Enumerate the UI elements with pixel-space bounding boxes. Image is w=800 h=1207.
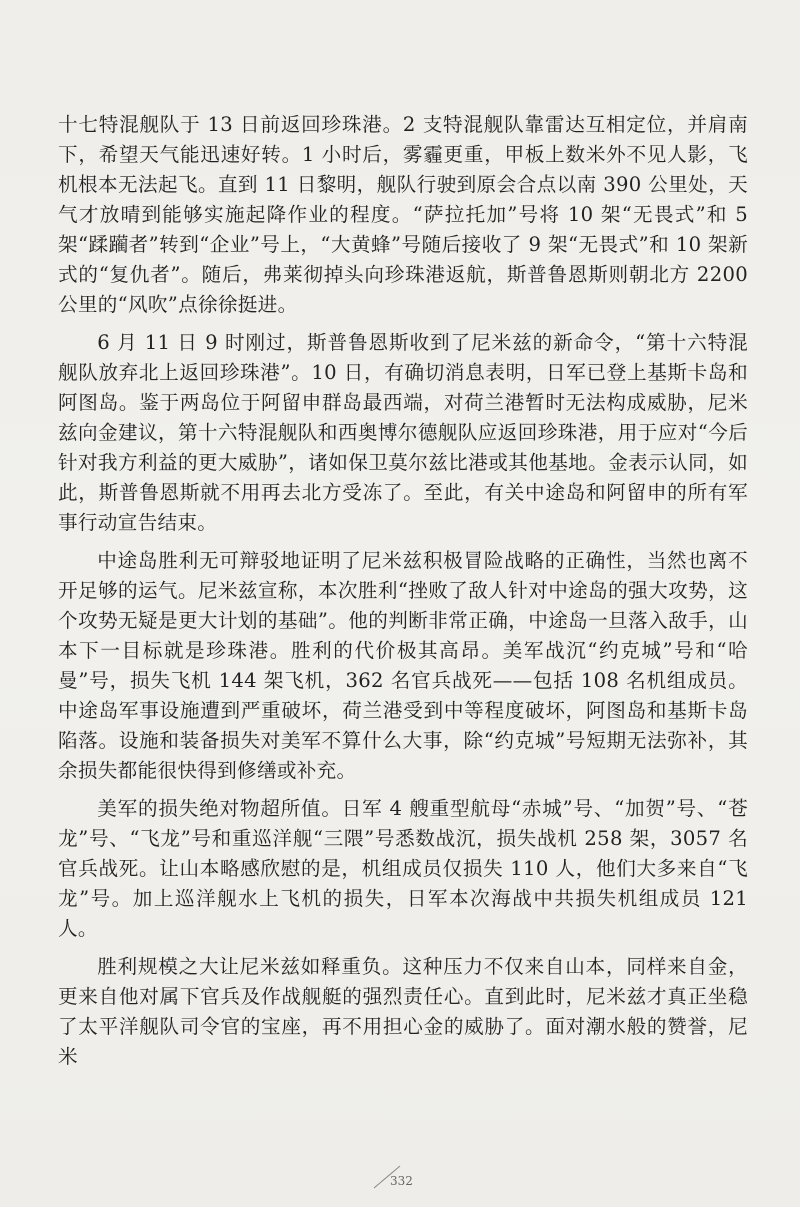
paragraph-2: 6 月 11 日 9 时刚过，斯普鲁恩斯收到了尼米兹的新命令，“第十六特混舰队放弃北上返回珍珠港”。10 日，有确切消息表明，日军已登上基斯卡岛和阿图岛。鉴于两岛位于阿留申群岛最西端，对荷兰港暂时无法构成威胁，尼米兹向金建议，第十六特混舰队和西奥博尔德舰队应返回珍珠港，用于应对“今后针对我方利益的更大威胁”，诸如保卫莫尔兹比港或其他基地。金表示认同，如此，斯普鲁恩斯就不用再去北方受冻了。至此，有关中途岛和阿留申的所有军事行动宣告结束。 [58,331,748,534]
body-text [58,110,748,1072]
page-number: 332 [390,1174,413,1188]
paragraph-5: 胜利规模之大让尼米兹如释重负。这种压力不仅来自山本，同样来自金，更来自他对属下官兵及作战舰艇的强烈责任心。直到此时，尼米兹才真正坐稳了太平洋舰队司令官的宝座，再不用担心金的威胁了。面对潮水般的赞誉，尼米 [58,955,748,1068]
paragraph-4: 美军的损失绝对物超所值。日军 4 艘重型航母“赤城”号、“加贺”号、“苍龙”号、“飞龙”号和重巡洋舰“三隈”号悉数战沉，损失战机 258 架，3057 名官兵战死。让山本略感欣慰的是，机组成员仅损失 110 人，他们大多来自“飞龙”号。加上巡洋舰水上飞机的损失，日军本次海战中共损失机组成员 121 人。 [58,797,748,940]
paragraph-3: 中途岛胜利无可辩驳地证明了尼米兹积极冒险战略的正确性，当然也离不开足够的运气。尼米兹宣称，本次胜利“挫败了敌人针对中途岛的强大攻势，这个攻势无疑是更大计划的基础”。他的判断非常正确，中途岛一旦落入敌手，山本下一目标就是珍珠港。胜利的代价极其高昂。美军战沉“约克城”号和“哈曼”号，损失飞机 144 架飞机，362 名官兵战死——包括 108 名机组成员。中途岛军事设施遭到严重破坏，荷兰港受到中等程度破坏，阿图岛和基斯卡岛陷落。设施和装备损失对美军不算什么大事，除“约克城”号短期无法弥补，其余损失都能很快得到修缮或补充。 [58,549,748,782]
paragraph-1: 十七特混舰队于 13 日前返回珍珠港。2 支特混舰队靠雷达互相定位，并肩南下，希望天气能迅速好转。1 小时后，雾霾更重，甲板上数米外不见人影，飞机根本无法起飞。直到 11 日黎明，舰队行驶到原会合点以南 390 公里处，天气才放晴到能够实施起降作业的程度。“萨拉托加”号将 10 架“无畏式”和 5 架“蹂躏者”转到“企业”号上，“大黄蜂”号随后接收了 9 架“无畏式”和 10 架新式的“复仇者”。随后，弗莱彻掉头向珍珠港返航，斯普鲁恩斯则朝北方 2200 公里的“风吹”点徐徐挺进。 [58,113,748,316]
page-footer [366,1160,446,1200]
